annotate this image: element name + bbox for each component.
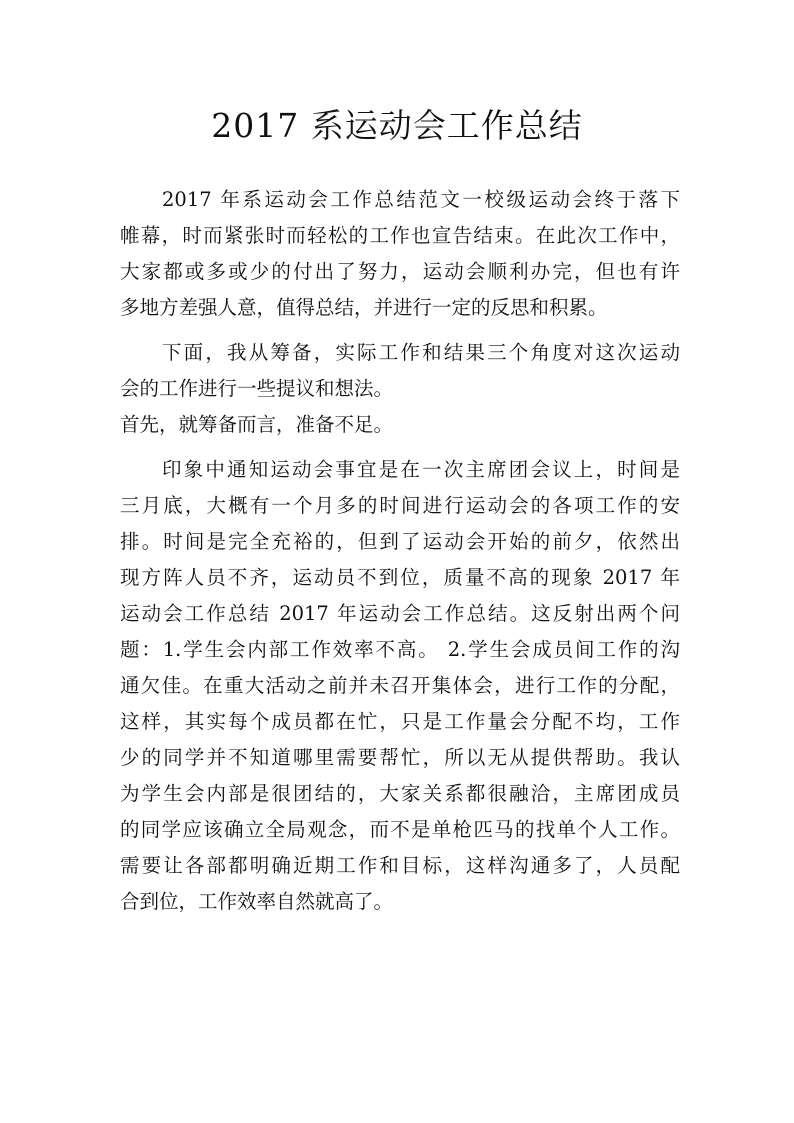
text-line: 需要让各部都明确近期工作和目标，这样沟通多了，人员配	[120, 854, 680, 877]
text-line: 这样，其实每个成员都在忙，只是工作量会分配不均，工作	[120, 710, 680, 733]
text-line: 的同学应该确立全局观念，而不是单枪匹马的找单个人工作。	[120, 818, 680, 841]
text-line: 现方阵人员不齐，运动员不到位，质量不高的现象 2017 年	[120, 566, 680, 589]
text-line: 合到位，工作效率自然就高了。	[120, 890, 394, 913]
text-line: 2017 年系运动会工作总结范文一校级运动会终于落下	[162, 188, 680, 211]
text-line: 下面，我从筹备，实际工作和结果三个角度对这次运动	[162, 341, 680, 364]
text-line: 少的同学并不知道哪里需要帮忙，所以无从提供帮助。我认	[120, 746, 680, 769]
text-line: 会的工作进行一些提议和想法。	[120, 377, 394, 400]
document-title: 2017 系运动会工作总结	[211, 106, 583, 145]
text-line: 题：1.学生会内部工作效率不高。 2.学生会成员间工作的沟	[120, 638, 680, 661]
text-line: 多地方差强人意，值得总结，并进行一定的反思和积累。	[120, 296, 608, 319]
text-line: 首先，就筹备而言，准备不足。	[120, 413, 394, 436]
document-body	[120, 182, 680, 920]
text-line: 三月底，大概有一个月多的时间进行运动会的各项工作的安	[120, 494, 680, 517]
text-line: 运动会工作总结 2017 年运动会工作总结。这反射出两个问	[120, 602, 680, 625]
text-line: 帷幕，时而紧张时而轻松的工作也宣告结束。在此次工作中，	[120, 224, 680, 247]
text-line: 大家都或多或少的付出了努力，运动会顺利办完，但也有许	[120, 260, 680, 283]
text-line: 排。时间是完全充裕的，但到了运动会开始的前夕，依然出	[120, 530, 680, 553]
text-line: 为学生会内部是很团结的，大家关系都很融洽，主席团成员	[120, 782, 680, 805]
text-line: 通欠佳。在重大活动之前并未召开集体会，进行工作的分配，	[120, 674, 680, 697]
text-line: 印象中通知运动会事宜是在一次主席团会议上，时间是	[162, 458, 680, 481]
paragraph	[120, 452, 680, 920]
paragraph	[120, 182, 680, 326]
paragraph	[120, 335, 680, 407]
paragraph	[120, 407, 680, 443]
